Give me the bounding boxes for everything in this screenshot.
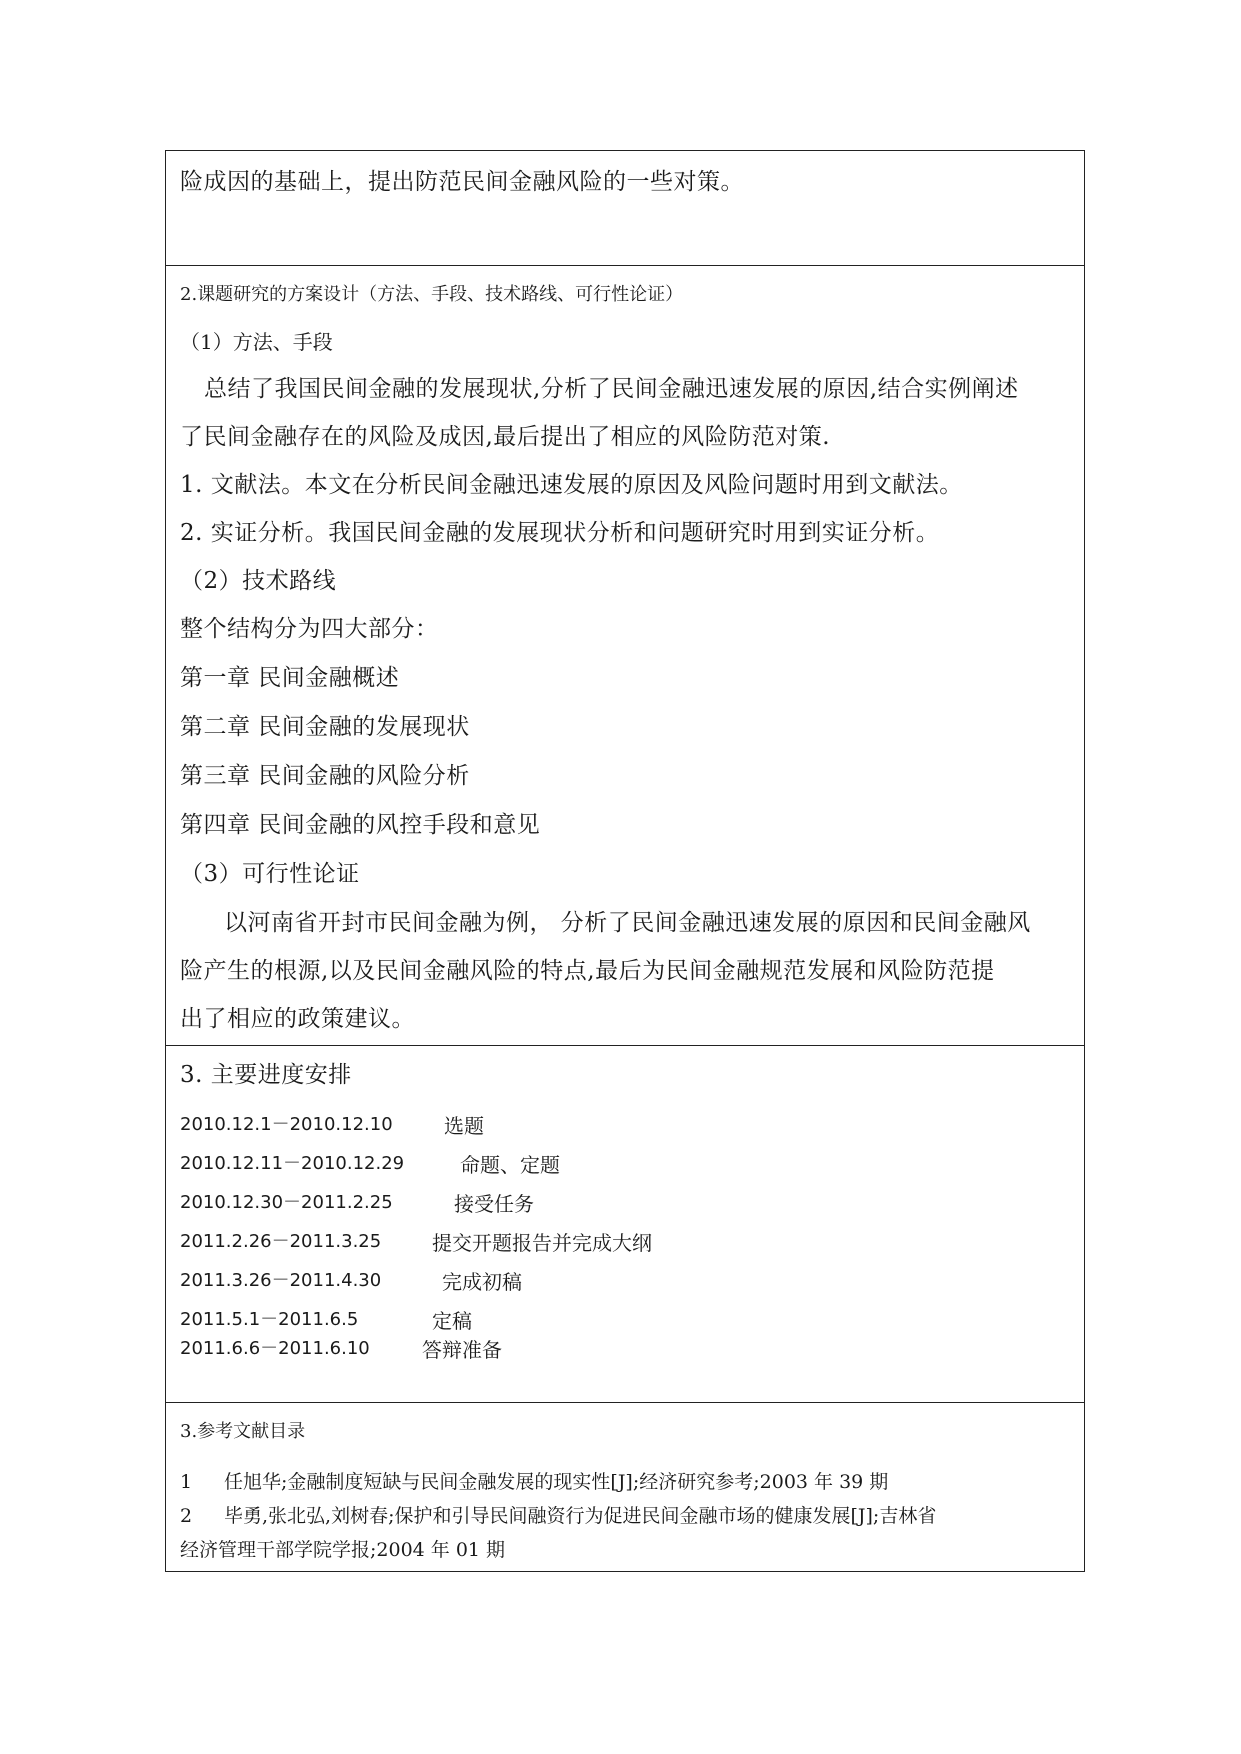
reference-item	[180, 1467, 1074, 1494]
chapter-1: 第一章 民间金融概述	[180, 665, 400, 691]
references-heading: 3.参考文献目录	[180, 1421, 306, 1442]
reference-text: 任旭华;金融制度短缺与民间金融发展的现实性[J];经济研究参考;2003 年 39 期	[224, 1471, 889, 1493]
chapter-3: 第三章 民间金融的风险分析	[180, 763, 470, 789]
method-item-2: 2. 实证分析。我国民间金融的发展现状分析和问题研究时用到实证分析。	[180, 520, 940, 546]
schedule-row	[180, 1334, 1074, 1363]
schedule-task: 命题、定题	[460, 1153, 560, 1177]
method-paragraph-line-2: 了民间金融存在的风险及成因,最后提出了相应的风险防范对策.	[180, 424, 831, 450]
reference-number: 2	[180, 1505, 193, 1527]
proposal-form-table	[165, 150, 1085, 1572]
schedule-task: 定稿	[432, 1309, 472, 1333]
continued-line: 险成因的基础上，提出防范民间金融风险的一些对策。	[180, 169, 744, 195]
chapter-4: 第四章 民间金融的风控手段和意见	[180, 812, 541, 838]
reference-continuation: 经济管理干部学院学报;2004 年 01 期	[180, 1539, 506, 1561]
feasibility-line-1: 以河南省开封市民间金融为例， 分析了民间金融迅速发展的原因和民间金融风	[224, 910, 1031, 936]
reference-number: 1	[180, 1471, 193, 1493]
feasibility-subheading: （3）可行性论证	[180, 861, 360, 887]
section-references	[166, 1403, 1084, 1571]
method-paragraph-line-1: 总结了我国民间金融的发展现状,分析了民间金融迅速发展的原因,结合实例阐述	[204, 376, 1019, 402]
schedule-date: 2010.12.1－2010.12.10	[180, 1114, 393, 1135]
schedule-row	[180, 1149, 1074, 1178]
schedule-date: 2011.3.26－2011.4.30	[180, 1270, 382, 1291]
schedule-date: 2010.12.30－2011.2.25	[180, 1192, 393, 1213]
schedule-date: 2011.6.6－2011.6.10	[180, 1338, 370, 1359]
schedule-task: 选题	[444, 1114, 484, 1138]
schedule-row	[180, 1305, 1074, 1334]
feasibility-line-2: 险产生的根源,以及民间金融风险的特点,最后为民间金融规范发展和风险防范提	[180, 958, 995, 984]
schedule-row	[180, 1227, 1074, 1256]
feasibility-line-3: 出了相应的政策建议。	[180, 1006, 415, 1032]
schedule-date: 2011.5.1－2011.6.5	[180, 1309, 359, 1330]
reference-text: 毕勇,张北弘,刘树春;保护和引导民间融资行为促进民间金融市场的健康发展[J];吉林省	[224, 1505, 937, 1527]
method-subheading: （1）方法、手段	[180, 330, 333, 354]
schedule-task: 完成初稿	[442, 1270, 522, 1294]
schedule-row	[180, 1188, 1074, 1217]
schedule-heading: 3. 主要进度安排	[180, 1062, 352, 1088]
route-subheading: （2）技术路线	[180, 568, 337, 594]
section-schedule	[166, 1046, 1084, 1403]
schedule-task: 接受任务	[454, 1192, 534, 1216]
schedule-task: 答辩准备	[422, 1338, 502, 1362]
reference-item	[180, 1501, 1074, 1528]
section-research-design	[166, 266, 1084, 1046]
structure-intro: 整个结构分为四大部分：	[180, 616, 439, 642]
section-continued-text	[166, 151, 1084, 266]
schedule-date: 2010.12.11－2010.12.29	[180, 1153, 405, 1174]
schedule-row	[180, 1266, 1074, 1295]
schedule-row	[180, 1110, 1074, 1139]
schedule-task: 提交开题报告并完成大纲	[432, 1231, 652, 1255]
schedule-date: 2011.2.26－2011.3.25	[180, 1231, 382, 1252]
chapter-2: 第二章 民间金融的发展现状	[180, 714, 470, 740]
method-item-1: 1. 文献法。本文在分析民间金融迅速发展的原因及风险问题时用到文献法。	[180, 472, 963, 498]
research-design-heading: 2.课题研究的方案设计（方法、手段、技术路线、可行性论证）	[180, 284, 684, 305]
